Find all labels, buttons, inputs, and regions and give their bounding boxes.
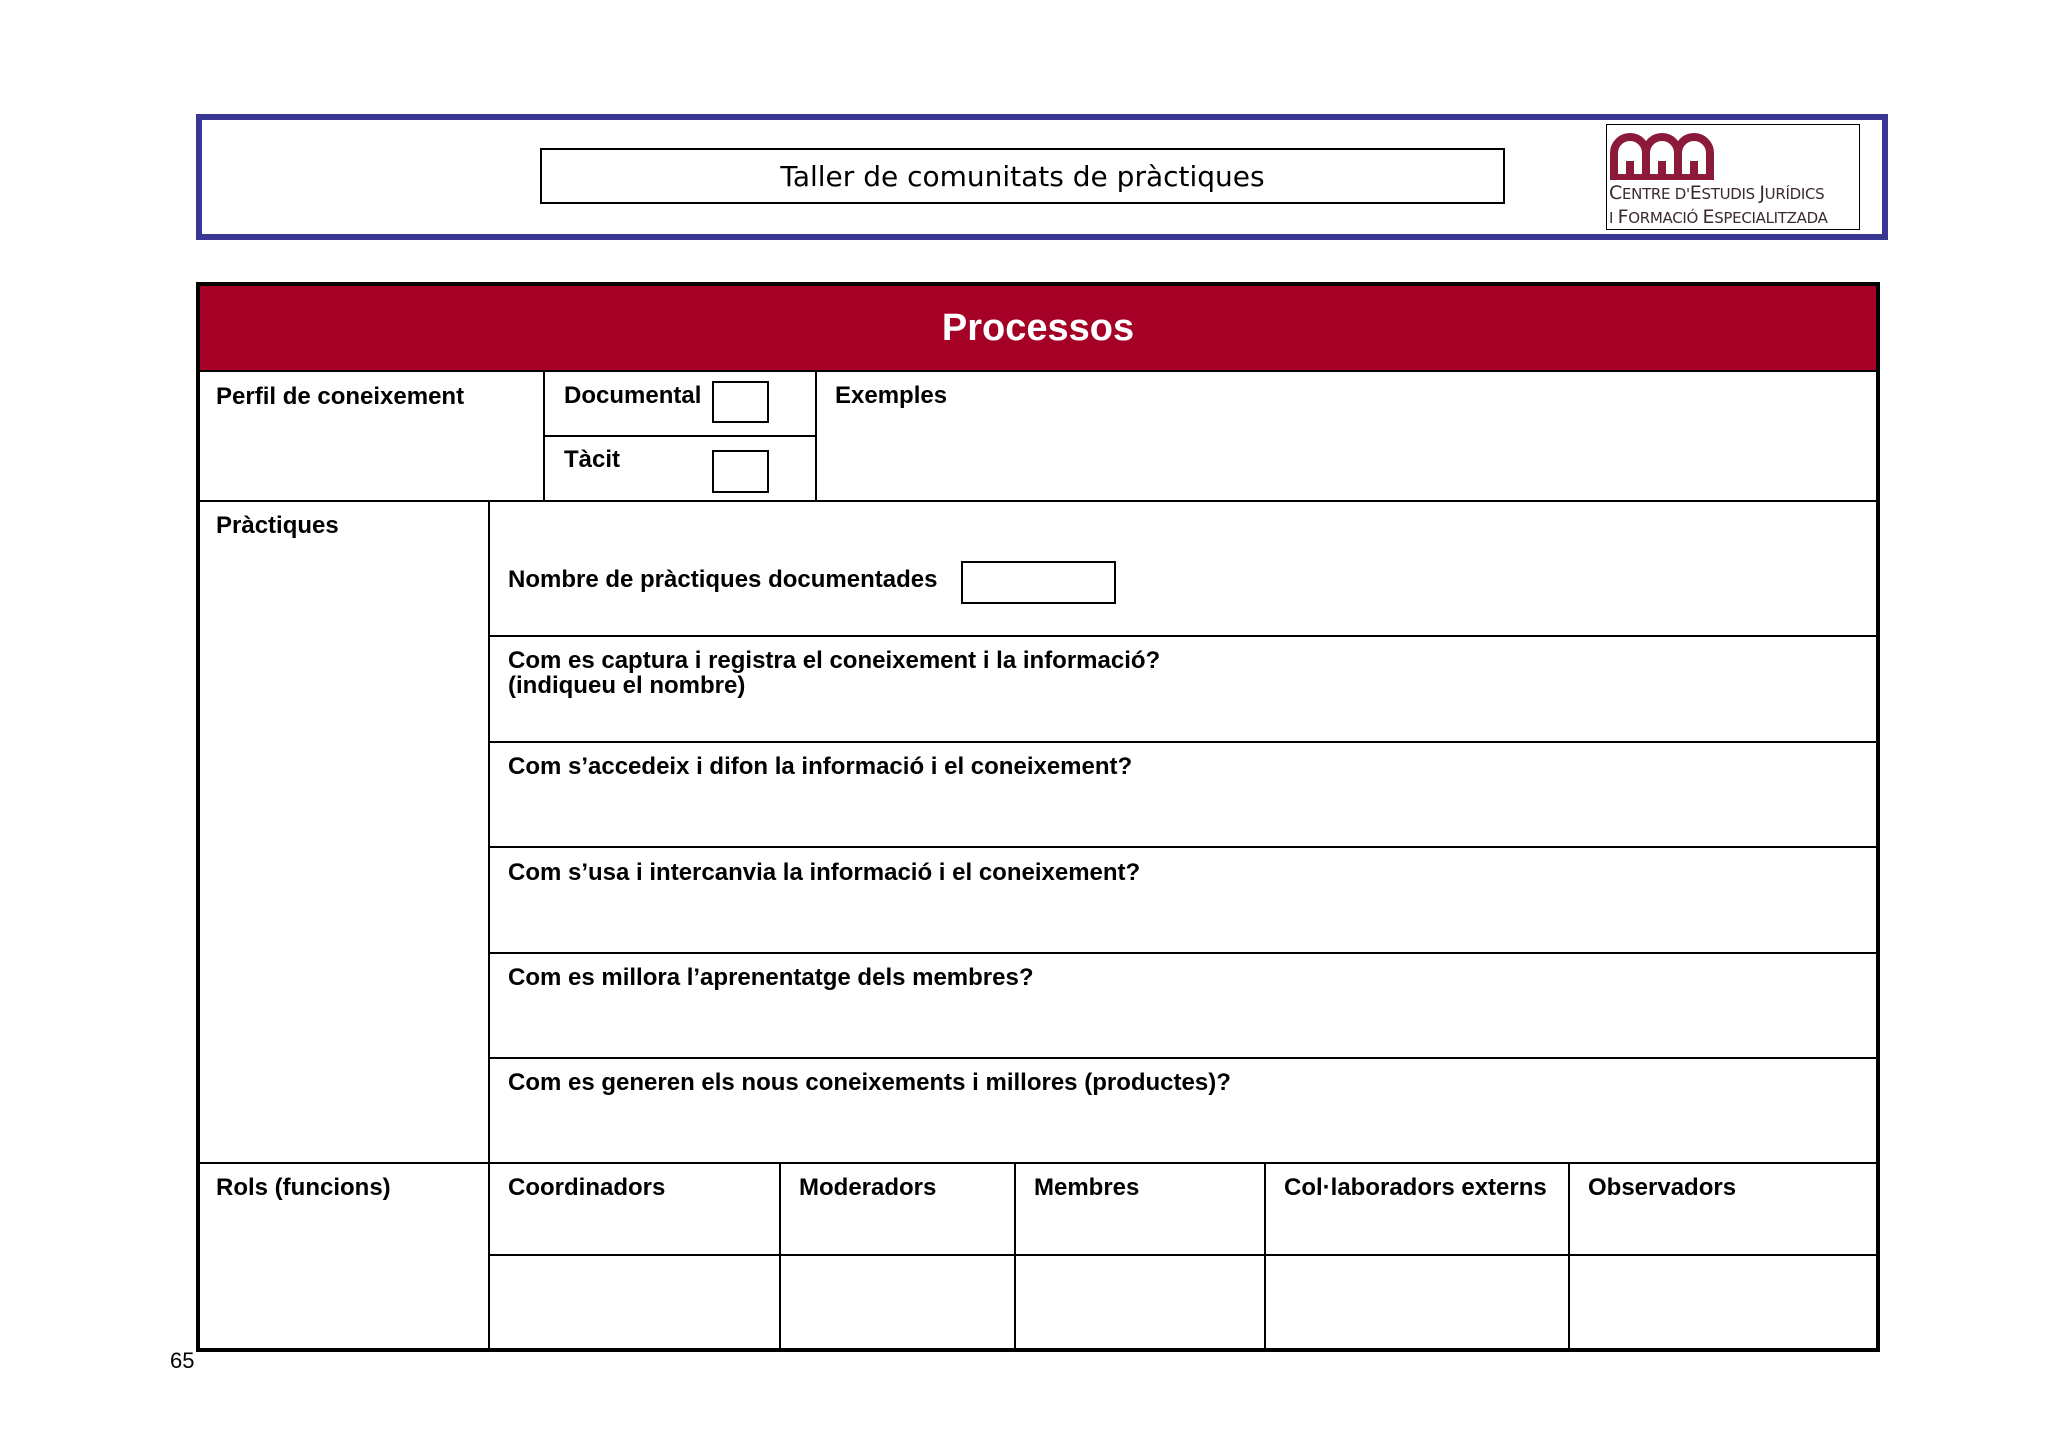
rols-label: Rols (funcions) (216, 1174, 391, 1201)
question-5: Com es generen els nous coneixements i millores (productes)? (508, 1069, 1231, 1096)
nombre-label: Nombre de pràctiques documentades (508, 566, 938, 593)
rol-collaboradors-externs: Col·laboradors externs (1284, 1174, 1547, 1201)
divider (488, 952, 1876, 954)
rol-observadors: Observadors (1588, 1174, 1737, 1201)
tacit-checkbox[interactable] (712, 450, 769, 493)
form-banner (200, 286, 1876, 372)
document-title: Taller de comunitats de pràctiques (780, 159, 1265, 193)
divider (488, 1057, 1876, 1059)
question-1: Com es captura i registra el coneixement i la informació? (508, 647, 1161, 674)
title-box (540, 148, 1505, 204)
question-2: Com s’accedeix i difon la informació i el coneixement? (508, 753, 1133, 780)
exemples-label: Exemples (835, 382, 948, 409)
divider (200, 1162, 1876, 1164)
divider (488, 500, 490, 1348)
question-3: Com s’usa i intercanvia la informació i el coneixement? (508, 859, 1141, 886)
divider (488, 741, 1876, 743)
rol-coordinadors: Coordinadors (508, 1174, 666, 1201)
form-title: Processos (941, 306, 1135, 349)
documental-label: Documental (564, 382, 702, 409)
divider (543, 435, 817, 437)
nombre-input[interactable] (961, 561, 1116, 604)
divider (488, 1254, 1876, 1256)
logo-text-line-2: I FORMACIÓ ESPECIALITZADA (1609, 206, 1828, 228)
practiques-label: Pràctiques (216, 512, 339, 539)
rol-moderadors: Moderadors (799, 1174, 937, 1201)
question-1-note: (indiqueu el nombre) (508, 672, 746, 699)
divider (543, 372, 545, 502)
divider (200, 500, 1876, 502)
rol-membres: Membres (1034, 1174, 1140, 1201)
divider (488, 846, 1876, 848)
question-4: Com es millora l’aprenentatge dels membres? (508, 964, 1034, 991)
divider (488, 635, 1876, 637)
logo-arches-icon (1608, 125, 1720, 181)
logo-text-line-1: CENTRE D'ESTUDIS JURÍDICS (1609, 182, 1825, 204)
perfil-label: Perfil de coneixement (216, 383, 465, 410)
page-number: 65 (170, 1348, 195, 1373)
tacit-label: Tàcit (564, 446, 621, 473)
divider (815, 372, 817, 502)
documental-checkbox[interactable] (712, 381, 769, 423)
